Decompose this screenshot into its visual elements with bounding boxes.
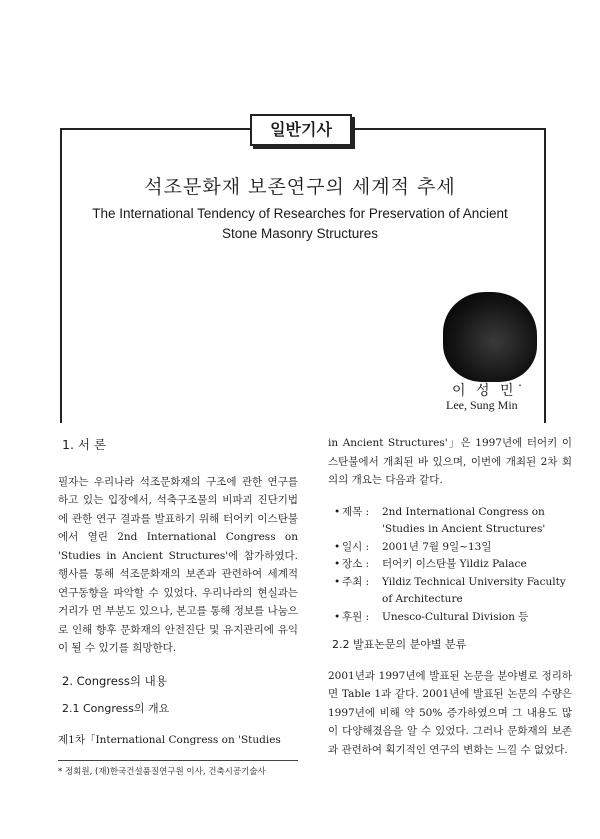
section-heading-introduction: 1. 서 론 bbox=[62, 437, 107, 452]
overview-paragraph-cont: in Ancient Structures'」은 1997년에 터어키 이스탄불에서 개최된 바 있으며, 이번에 개최된 2차 회의의 개요는 다음과 같다. bbox=[328, 437, 572, 486]
author-footnote: * 정회원, (재)한국건설품질연구원 이사, 건축시공기술사 bbox=[58, 760, 298, 777]
subsection-heading-classification: 2.2 발표논문의 분야별 분류 bbox=[332, 638, 467, 651]
right-column bbox=[328, 434, 572, 759]
bullet: • bbox=[334, 575, 341, 588]
author-photo bbox=[443, 292, 537, 382]
article-title-english-line2: Stone Masonry Structures bbox=[221, 226, 379, 241]
bullet: • bbox=[334, 610, 341, 623]
list-item-key: 장소 : bbox=[342, 558, 370, 570]
list-item bbox=[334, 609, 572, 627]
list-item-key: 일시 : bbox=[342, 540, 370, 553]
intro-paragraph: 필자는 우리나라 석조문화재의 구조에 관한 연구를 하고 있는 입장에서, 석축구조물의 비파괴 진단기법에 관한 연구 결과를 발표하기 위해 터어키 이스탄불에서 열린 2nd International Congress on 'Studies in Ancient Structures'에 참가하였다. 행사를 통해 석조문화재의 보존과 관련하여 세계적 연구동향을 파악할 수 있었다. 우리나라의 현실과는 거리가 먼 부분도 있으나, 본고를 통해 정보를 나눔으로 인해 향후 문화재의 안전진단 및 유지관리에 유익이 될 수 있기를 희망한다. bbox=[58, 475, 298, 654]
list-item-value: Yildiz Technical University Faculty of Architecture bbox=[382, 575, 566, 605]
list-item-value: 2nd International Congress on 'Studies in Ancient Structures' bbox=[382, 505, 546, 535]
bullet: • bbox=[334, 505, 341, 518]
list-item-value: Unesco-Cultural Division 등 bbox=[382, 610, 529, 623]
list-item-key: 제목 : bbox=[342, 505, 370, 518]
subsection-heading-overview: 2.1 Congress의 개요 bbox=[62, 702, 170, 715]
author-name-korean: 이 성 민˙ bbox=[452, 383, 527, 399]
article-title-english bbox=[90, 204, 510, 244]
congress-details-list bbox=[334, 504, 572, 627]
classification-paragraph: 2001년과 1997년에 발표된 논문을 분야별로 정리하면 Table 1과 같다. 2001년에 발표된 논문의 수량은 1997년에 비해 약 50% 증가하였으며 그 내용도 많이 다양해졌음을 알 수 있었다. 그러나 문화재의 보존과 관련하여 획기적인 연구의 변화는 느낄 수 없었다. bbox=[328, 669, 572, 756]
section-heading-congress: 2. Congress의 내용 bbox=[62, 673, 167, 688]
list-item-key: 주최 : bbox=[342, 575, 370, 588]
bullet: • bbox=[334, 558, 341, 570]
list-item-value: 2001년 7월 9일~13일 bbox=[382, 540, 492, 553]
section-tag: 일반기사 bbox=[250, 114, 352, 146]
list-item bbox=[334, 574, 572, 609]
left-column bbox=[58, 436, 298, 749]
list-item-key: 후원 : bbox=[342, 610, 370, 623]
overview-paragraph-start: 제1차「International Congress on 'Studies bbox=[58, 733, 281, 746]
article-title-english-line1: The International Tendency of Researches for Preservation of Ancient bbox=[92, 206, 508, 221]
bullet: • bbox=[334, 540, 341, 553]
list-item bbox=[334, 556, 572, 574]
author-name-english: Lee, Sung Min bbox=[446, 398, 518, 412]
list-item bbox=[334, 504, 572, 539]
list-item bbox=[334, 539, 572, 557]
article-title-korean: 석조문화재 보존연구의 세계적 추세 bbox=[144, 176, 456, 198]
list-item-value: 터어키 이스탄불 Yildiz Palace bbox=[382, 558, 527, 570]
